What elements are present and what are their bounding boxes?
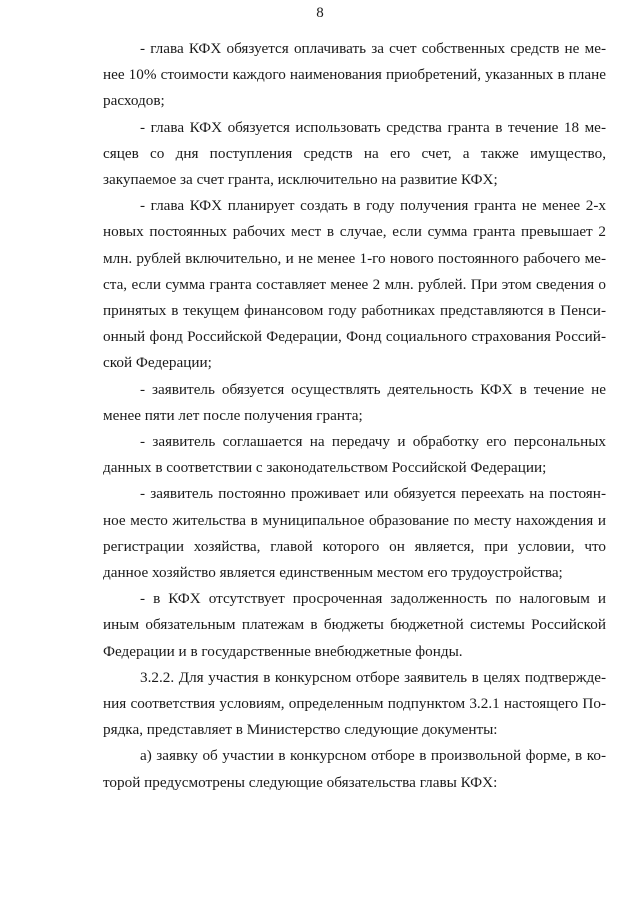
paragraph-residence-condition: - заявитель постоянно проживает или обязуется переехать на постоянное место жительства в муниципальное образование по месту нахождения и регистрации хозяйства, главой которого он является, при условии, что данное хозяйство является единственным местом его трудоустройства; [103, 485, 606, 582]
paragraph-jobs-creation: - глава КФХ планирует создать в году получения гранта не менее 2-х новых постоянных рабочих мест в случае, если сумма гранта превышает 2 млн. рублей включительно, и не менее 1-го нового постоянного рабочего места, если сумма гранта составляет менее 2 млн. рублей. При этом сведения о принятых в текущем финансовом году работниках представляются в Пенсионный фонд Российской Федерации, Фонд социального страхования Российской Федерации; [103, 197, 606, 372]
paragraph-personal-data-consent: - заявитель соглашается на передачу и обработку его персональных данных в соответствии с законодательством Российской Федерации; [103, 433, 606, 477]
paragraph-section-3-2-2: 3.2.2. Для участия в конкурсном отборе заявитель в целях подтверждения соответствия условиям, определенным подпунктом 3.2.1 настоящего Порядка, представляет в Министерство следующие документы: [103, 668, 606, 739]
document-body [103, 36, 606, 796]
paragraph-no-arrears: - в КФХ отсутствует просроченная задолженность по налоговым и иным обязательным платежам в бюджеты бюджетной системы Российской Федерации и в государственные внебюджетные фонды. [103, 590, 606, 660]
page-number: 8 [316, 5, 324, 21]
paragraph-item-a-application: а) заявку об участии в конкурсном отборе в произвольной форме, в которой предусмотрены следующие обязательства главы КФХ: [103, 747, 606, 791]
paragraph-cofinancing-obligation: - глава КФХ обязуется оплачивать за счет собственных средств не менее 10% стоимости каждого наименования приобретений, указанных в плане расходов; [103, 40, 606, 110]
paragraph-activity-duration: - заявитель обязуется осуществлять деятельность КФХ в течение не менее пяти лет после получения гранта; [103, 380, 606, 424]
paragraph-grant-use-obligation: - глава КФХ обязуется использовать средства гранта в течение 18 месяцев со дня поступления средств на его счет, а также имущество, закупаемое за счет гранта, исключительно на развитие КФХ; [103, 118, 606, 189]
